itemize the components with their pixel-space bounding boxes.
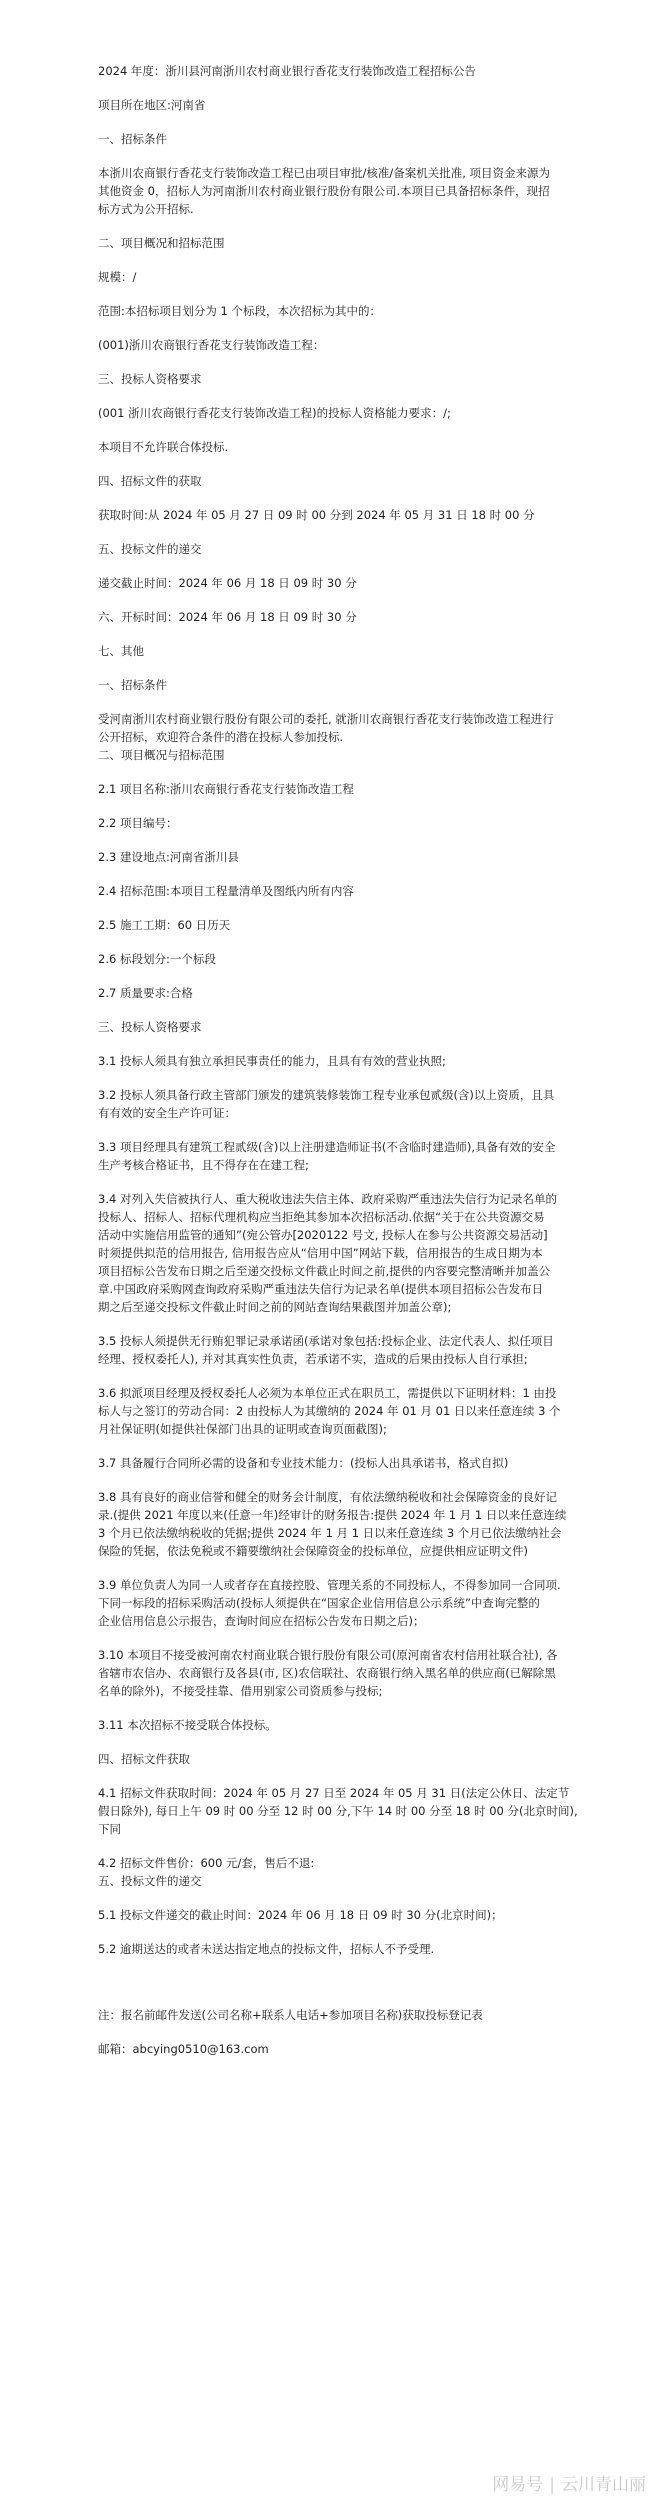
text-line: 下同 — [98, 1822, 121, 1836]
text-line: 5.1 投标文件递交的截止时间：2024 年 06 月 18 日 09 时 30 分(北京时间)； — [98, 1908, 503, 1922]
text-line: 本浙川农商银行香花支行装饰改造工程已由项目审批/核准/备案机关批准, 项目资金来源为 — [98, 166, 551, 180]
text-line: 规模：/ — [98, 270, 137, 284]
text-line: 六、开标时间：2024 年 06 月 18 日 09 时 30 分 — [98, 610, 357, 624]
watermark-source: 网易号 — [492, 2475, 544, 2495]
text-line: 七、其他 — [98, 644, 144, 658]
text-line: 2.6 标段划分:一个标段 — [98, 952, 216, 966]
text-line: 项目所在地区:河南省 — [98, 98, 206, 112]
paragraph — [98, 848, 578, 866]
text-line: 3.9 单位负责人为同一人或者存在直接控股、管理关系的不同投标人，不得参加同一合同项. — [98, 1578, 561, 1592]
paragraph — [98, 96, 578, 114]
paragraph — [98, 164, 578, 218]
text-line: 期之后至递交投标文件截止时间之前的网站查询结果截图并加盖公章); — [98, 1300, 452, 1314]
paragraph — [98, 62, 578, 80]
text-line: 章.中国政府采购网查询政府采购严重违法失信行为记录名单(提供本项目招标公告发布日 — [98, 1282, 544, 1296]
text-line: 标方式为公开招标. — [98, 202, 194, 216]
paragraph — [98, 1018, 578, 1036]
paragraph — [98, 916, 578, 934]
text-line: 生产考核合格证书，且不得存在在建工程; — [98, 1158, 309, 1172]
text-line: 四、招标文件获取 — [98, 1752, 190, 1766]
text-line: 2.2 项目编号： — [98, 816, 178, 830]
text-line: 3.5 投标人须提供无行贿犯罪记录承诺函(承诺对象包括:投标企业、法定代表人、拟任项目 — [98, 1334, 554, 1348]
watermark-author: 云川青山丽 — [561, 2475, 646, 2495]
paragraph — [98, 404, 578, 422]
text-line: 二、项目概况和招标范围 — [98, 236, 225, 250]
paragraph — [98, 472, 578, 490]
text-line: 5.2 逾期送达的或者未送达指定地点的投标文件，招标人不予受理. — [98, 1942, 435, 1956]
paragraph — [98, 130, 578, 148]
paragraph — [98, 370, 578, 388]
paragraph — [98, 1332, 578, 1368]
text-line: 假日除外), 每日上午 09 时 00 分至 12 时 00 分,下午 14 时 00 分至 18 时 00 分(北京时间), — [98, 1804, 578, 1818]
paragraph — [98, 676, 578, 694]
text-line: 三、投标人资格要求 — [98, 372, 202, 386]
text-line: 2.7 质量要求:合格 — [98, 986, 193, 1000]
paragraph — [98, 336, 578, 354]
text-line: (001)浙川农商银行香花支行装饰改造工程： — [98, 338, 325, 352]
paragraph — [98, 814, 578, 832]
text-line: 受河南浙川农村商业银行股份有限公司的委托, 就浙川农商银行香花支行装饰改造工程进行 — [98, 712, 554, 726]
paragraph — [98, 438, 578, 456]
paragraph — [98, 268, 578, 286]
text-line: 3.10 本项目不接受被河南农村商业联合银行股份有限公司(原河南省农村信用社联合社), 各 — [98, 1648, 558, 1662]
text-line: 4.2 招标文件售价：600 元/套，售后不退: — [98, 1856, 315, 1870]
text-line: 一、招标条件 — [98, 678, 167, 692]
text-line: 五、投标文件的递交 — [98, 1874, 202, 1888]
paragraph — [98, 642, 578, 660]
paragraph — [98, 1190, 578, 1316]
text-line: 2.3 建设地点:河南省浙川县 — [98, 850, 239, 864]
paragraph — [98, 1784, 578, 1838]
text-line: 三、投标人资格要求 — [98, 1020, 202, 1034]
text-line: 经理、授权委托人), 并对其真实性负责，若承诺不实，造成的后果由投标人自行承担; — [98, 1352, 528, 1366]
text-line: 活动中实施信用监管的通知”(宛公管办[2020122 号文, 投标人在参与公共资源交易活动] — [98, 1228, 548, 1242]
paragraph — [98, 950, 578, 968]
paragraph — [98, 574, 578, 592]
text-line: 名单的除外)，不接受挂靠、借用别家公司资质参与投标; — [98, 1684, 383, 1698]
text-line: 二、项目概况与招标范围 — [98, 748, 225, 762]
text-line: 保险的凭据，依法免税或不籍要缴纳社会保障资金的投标单位，应提供相应证明文件) — [98, 1544, 528, 1558]
text-line: 4.1 招标文件获取时间：2024 年 05 月 27 日至 2024 年 05 月 31 日(法定公休日、法定节 — [98, 1786, 570, 1800]
paragraph — [98, 302, 578, 320]
text-line: (001 浙川农商银行香花支行装饰改造工程)的投标人资格能力要求：/; — [98, 406, 451, 420]
text-line: 有有效的安全生产许可证： — [98, 1106, 236, 1120]
text-line: 省辖市农信办、农商银行及各县(市, 区)农信联社、农商银行纳入黑名单的供应商(已解除黑 — [98, 1666, 556, 1680]
watermark-divider: | — [549, 2475, 555, 2495]
text-line: 2.5 施工工期：60 日历天 — [98, 918, 231, 932]
paragraph — [98, 780, 578, 798]
paragraph — [98, 1854, 578, 1890]
paragraph — [98, 1716, 578, 1734]
paragraph — [98, 1750, 578, 1768]
paragraph — [98, 1576, 578, 1630]
text-line: 邮箱：abcying0510@163.com — [98, 2042, 269, 2056]
text-line: 其他资金 0，招标人为河南浙川农村商业银行股份有限公司.本项目已具备招标条件，现招 — [98, 184, 550, 198]
paragraph — [98, 2006, 578, 2024]
text-line: 投标人、招标人、招标代理机构应当拒绝其参加本次招标活动.依据“关于在公共资源交易 — [98, 1210, 545, 1224]
paragraph — [98, 1646, 578, 1700]
paragraph — [98, 1488, 578, 1560]
paragraph — [98, 608, 578, 626]
text-line: 企业信用信息公示报告，查询时间应在招标公告发布日期之后)； — [98, 1614, 425, 1628]
paragraph — [98, 984, 578, 1002]
text-line: 3 个月已依法缴纳税收的凭据;提供 2024 年 1 月 1 日以来任意连续 3 个月已依法缴纳社会 — [98, 1526, 562, 1540]
text-line: 五、投标文件的递交 — [98, 542, 202, 556]
watermark — [492, 2470, 646, 2495]
text-line: 四、招标文件的获取 — [98, 474, 202, 488]
text-line: 递交截止时间：2024 年 06 月 18 日 09 时 30 分 — [98, 576, 357, 590]
paragraph — [98, 1906, 578, 1924]
text-line: 3.2 投标人须具备行政主管部门颁发的建筑装修装饰工程专业承包贰级(含)以上资质，且具 — [98, 1088, 555, 1102]
announcement-body — [98, 62, 578, 2058]
paragraph — [98, 2040, 578, 2058]
text-line: 注：报名前邮件发送(公司名称+联系人电话+参加项目名称)获取投标登记表 — [98, 2008, 483, 2022]
text-line: 月社保证明(如提供社保部门出具的证明或查询页面截图); — [98, 1422, 387, 1436]
text-line: 3.1 投标人须具有独立承担民事责任的能力，且具有有效的营业执照; — [98, 1054, 446, 1068]
paragraph — [98, 1940, 578, 1958]
paragraph — [98, 1052, 578, 1070]
text-line: 公开招标，欢迎符合条件的潜在投标人参加投标. — [98, 730, 344, 744]
paragraph — [98, 1384, 578, 1438]
paragraph — [98, 506, 578, 524]
paragraph — [98, 540, 578, 558]
text-line: 录.(提供 2021 年度以来(任意一年)经审计的财务报告:提供 2024 年 1 月 1 日以来任意连续 — [98, 1508, 567, 1522]
text-line: 一、招标条件 — [98, 132, 167, 146]
paragraph — [98, 882, 578, 900]
text-line: 3.8 具有良好的商业信誉和健全的财务会计制度，有依法缴纳税收和社会保障资金的良好记 — [98, 1490, 557, 1504]
text-line: 范围:本招标项目划分为 1 个标段，本次招标为其中的： — [98, 304, 381, 318]
text-line: 3.7 具备履行合同所必需的设备和专业技术能力：(投标人出具承诺书，格式自拟) — [98, 1456, 509, 1470]
text-line: 3.3 项目经理具有建筑工程贰级(含)以上注册建造师证书(不含临时建造师),具备有效的安全 — [98, 1140, 556, 1154]
text-line: 项目招标公告发布日期之后至递交投标文件截止时间之前,提供的内容要完整清晰并加盖公 — [98, 1264, 551, 1278]
text-line: 3.4 对列入失信被执行人、重大税收违法失信主体、政府采购严重违法失信行为记录名单的 — [98, 1192, 557, 1206]
paragraph — [98, 1086, 578, 1122]
text-line: 获取时间:从 2024 年 05 月 27 日 09 时 00 分到 2024 年 05 月 31 日 18 时 00 分 — [98, 508, 535, 522]
text-line: 2.4 招标范围:本项目工程量清单及图纸内所有内容 — [98, 884, 354, 898]
text-line: 时须提供拟范的信用报告, 信用报告应从“信用中国”网站下载，信用报告的生成日期为本 — [98, 1246, 543, 1260]
paragraph — [98, 1138, 578, 1174]
paragraph — [98, 1454, 578, 1472]
text-line: 标人与之签订的劳动合同：2 由投标人为其缴纳的 2024 年 01 月 01 日以来任意连续 3 个 — [98, 1404, 561, 1418]
text-line: 2.1 项目名称:浙川农商银行香花支行装饰改造工程 — [98, 782, 354, 796]
text-line: 3.6 拟派项目经理及授权委托人必须为本单位正式在职员工，需提供以下证明材料：1 由投 — [98, 1386, 557, 1400]
paragraph — [98, 710, 578, 764]
paragraph — [98, 234, 578, 252]
text-line: 下同一标段的招标采购活动(投标人须提供在“国家企业信用信息公示系统”中查询完整的 — [98, 1596, 540, 1610]
text-line: 本项目不允许联合体投标. — [98, 440, 229, 454]
text-line: 3.11 本次招标不接受联合体投标。 — [98, 1718, 277, 1732]
text-line: 2024 年度：浙川县河南浙川农村商业银行香花支行装饰改造工程招标公告 — [98, 64, 476, 78]
